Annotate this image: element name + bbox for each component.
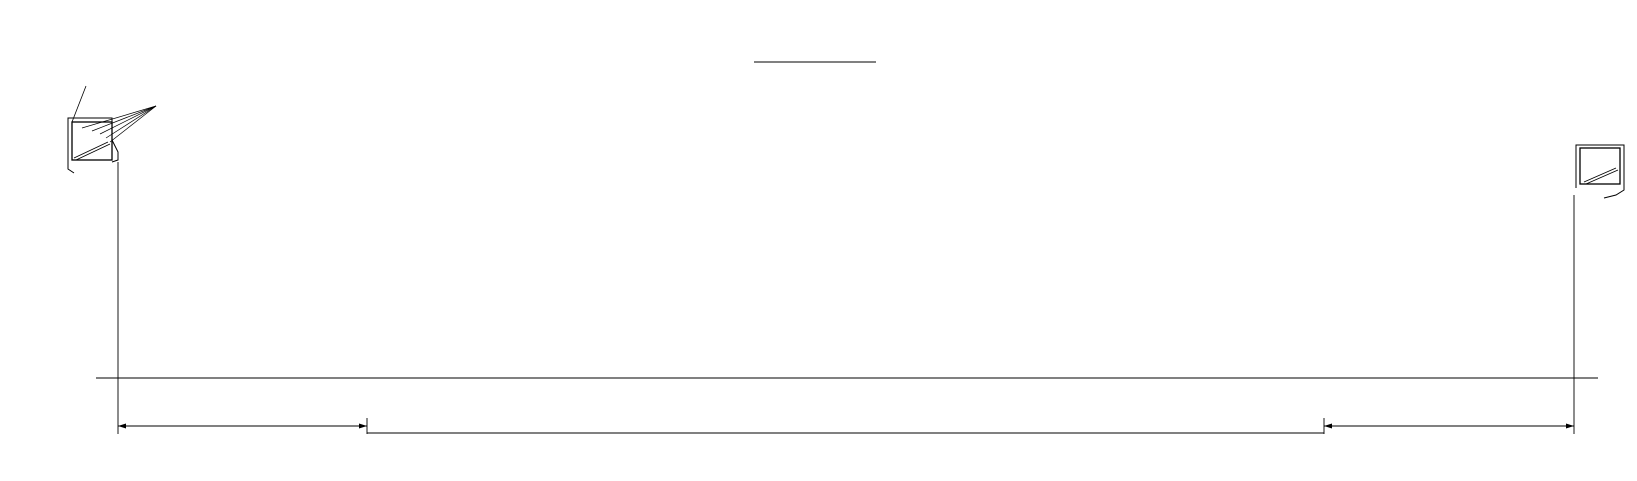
dimension-right bbox=[1324, 195, 1574, 434]
right-edge-stirrup bbox=[1580, 148, 1620, 184]
left-edge-stirrup bbox=[72, 122, 112, 160]
right-edge-box bbox=[1576, 145, 1624, 198]
stirrup-callout bbox=[72, 86, 86, 122]
top-bar-callout bbox=[82, 106, 156, 142]
left-edge-box bbox=[68, 118, 118, 173]
dimension-left bbox=[118, 162, 367, 434]
